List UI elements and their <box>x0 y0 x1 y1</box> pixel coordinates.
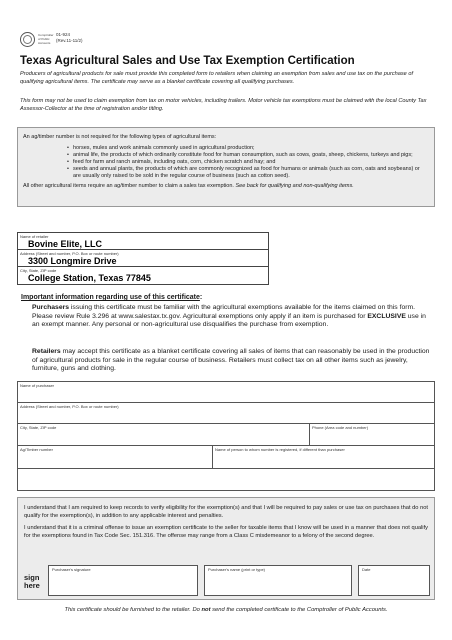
signature-label: Purchaser's signature <box>52 567 91 572</box>
intro-paragraph-2: This form may not be used to claim exemption from tax on motor vehicles, including trailers. Motor vehicle tax exemptions must be claimed with the local County Tax Assessor-Collector at the time of registration and/or titling. <box>20 98 427 112</box>
retailers-word: Retailers <box>32 348 61 355</box>
sign-here-marker <box>24 574 40 590</box>
agtimber-info-box <box>17 127 435 207</box>
purchaser-signature-field[interactable] <box>48 565 198 596</box>
here-word: here <box>24 581 40 590</box>
purchasers-text-b: use in an exempt manner. Any personal or non-agricultural use disqualifies the purchase from exemption. <box>32 312 426 329</box>
agtimber-item: • seeds and annual plants, the products of which are commonly recognized as food for humans or animals (such as corn, oats and soybeans) or are usually only raised to be sold in the regular course of business (such as cotton seed). <box>67 166 429 180</box>
form-number: 01-924 <box>56 32 71 37</box>
date-field[interactable] <box>358 565 430 596</box>
purchaser-city-field[interactable] <box>18 424 310 445</box>
agtimber-tail-text: All other agricultural items require an ag/timber number to claim a sales tax exemption. <box>23 183 234 189</box>
agtimber-tail <box>23 183 429 190</box>
retailer-block <box>17 232 269 285</box>
agtimber-number-field[interactable] <box>18 446 213 468</box>
date-label: Date <box>362 567 371 572</box>
retailer-address-field[interactable]: 3300 Longmire Drive <box>28 255 117 266</box>
purchaser-city-phone-row <box>18 424 434 446</box>
purchasers-word: Purchasers <box>32 304 70 311</box>
exclusive-word: EXCLUSIVE <box>367 312 406 320</box>
purchaser-phone-label: Phone (Area code and number) <box>312 425 369 430</box>
agtimber-lead: An ag/timber number is not required for the following types of agricultural items: <box>23 134 217 140</box>
purchaser-phone-field[interactable] <box>310 424 434 445</box>
certification-paragraph-1: I understand that I am required to keep records to verify eligibility for the exemption(s) and that I will be required to pay sales or use tax on purchases that do not qualify for the exemption(s), in addition to any applicable interest and penalties. <box>24 505 428 519</box>
retailer-city-row <box>18 267 268 284</box>
registered-name-label: Name of person to whom number is registered, if different than purchaser <box>215 447 345 452</box>
purchasers-text-a: issuing this certificate must be familiar with the agricultural exemptions available for the items claimed on this form. Please review Rule 3.296 at www.salestax.tx.gov. Agricultural exemptions only apply if an item is purchased for <box>32 304 416 320</box>
retailers-text: may accept this certificate as a blanket certificate covering all sales of items that can reasonably be used in the production of agricultural products for sale in the regular course of business. Retailers must collect tax on all other items such as jewelry, furniture, guns and clothing. <box>32 348 430 373</box>
important-info-heading: Important information regarding use of this certificate: <box>21 294 203 301</box>
sign-word: sign <box>24 573 40 582</box>
agency-name <box>38 33 52 45</box>
registered-name-field[interactable] <box>213 446 434 468</box>
purchaser-name-label: Name of purchaser <box>20 383 55 388</box>
agency-line-1: Comptroller <box>38 33 54 37</box>
retailer-city-label: City, State, ZIP code <box>20 268 57 273</box>
important-heading-text: Important information regarding use of this certificate <box>21 294 200 301</box>
form-revision: (Rev.11-11/2) <box>56 38 83 43</box>
retailer-address-label: Address (Street and number, P.O. Box or route number) <box>20 251 119 256</box>
see-back-note: See back for qualifying and non-qualifying items. <box>235 183 354 189</box>
form-title: Texas Agricultural Sales and Use Tax Exemption Certification <box>20 55 355 67</box>
comptroller-seal-icon <box>20 32 35 47</box>
footer-text-a: This certificate should be furnished to the retailer. Do <box>64 607 202 613</box>
printname-label: Purchaser's name (print or type) <box>208 567 266 572</box>
certification-paragraph-2: I understand that it is a criminal offense to issue an exemption certificate to the seller for taxable items that I know will be used in a manner that does not qualify for the exemptions found in Tax Code Sec. 151.316. The offense may range from a Class C misdemeanor to a felony of the second degree. <box>24 525 428 539</box>
purchaser-block <box>17 381 435 491</box>
purchaser-address-field[interactable] <box>18 403 434 424</box>
retailer-address-row <box>18 250 268 267</box>
intro-paragraph-1: Producers of agricultural products for sale must provide this completed form to retailers when claiming an exemption from sales and use tax on the purchase of qualifying agricultural items. The certificate may serve as a blanket certificate covering all qualifying purchases. <box>20 71 413 85</box>
agtimber-item-list <box>67 145 429 180</box>
footer-text-b: send the completed certificate to the Comptroller of Public Accounts. <box>210 607 388 613</box>
agtimber-item: • horses, mules and work animals commonly used in agricultural production; <box>67 145 429 152</box>
purchasers-paragraph <box>32 304 430 330</box>
footer-not: not <box>201 607 211 613</box>
retailer-name-row <box>18 233 268 250</box>
agency-line-3: Accounts <box>38 41 51 45</box>
certification-box <box>17 497 435 600</box>
form-number-block <box>56 32 83 44</box>
purchaser-name-field[interactable] <box>18 382 434 403</box>
agtimber-row <box>18 446 434 469</box>
agtimber-item: • feed for farm and ranch animals, including oats, corn, chicken scratch and hay; and <box>67 159 429 166</box>
retailer-city-field[interactable]: College Station, Texas 77845 <box>28 272 151 283</box>
purchaser-printname-field[interactable] <box>204 565 352 596</box>
purchaser-city-label: City, State, ZIP code <box>20 425 57 430</box>
agtimber-item: • animal life, the products of which ordinarily constitute food for human consumption, such as cows, goats, sheep, chickens, turkeys and pigs; <box>67 152 429 159</box>
retailer-name-field[interactable]: Bovine Elite, LLC <box>28 238 103 249</box>
purchaser-address-label: Address (Street and number, P.O. Box or route number) <box>20 404 119 409</box>
retailers-paragraph <box>32 348 430 374</box>
agency-line-2: of Public <box>38 37 50 41</box>
agtimber-number-label: Ag/Timber number <box>20 447 53 452</box>
retailer-name-label: Name of retailer <box>20 234 49 239</box>
footer-note <box>0 607 452 613</box>
